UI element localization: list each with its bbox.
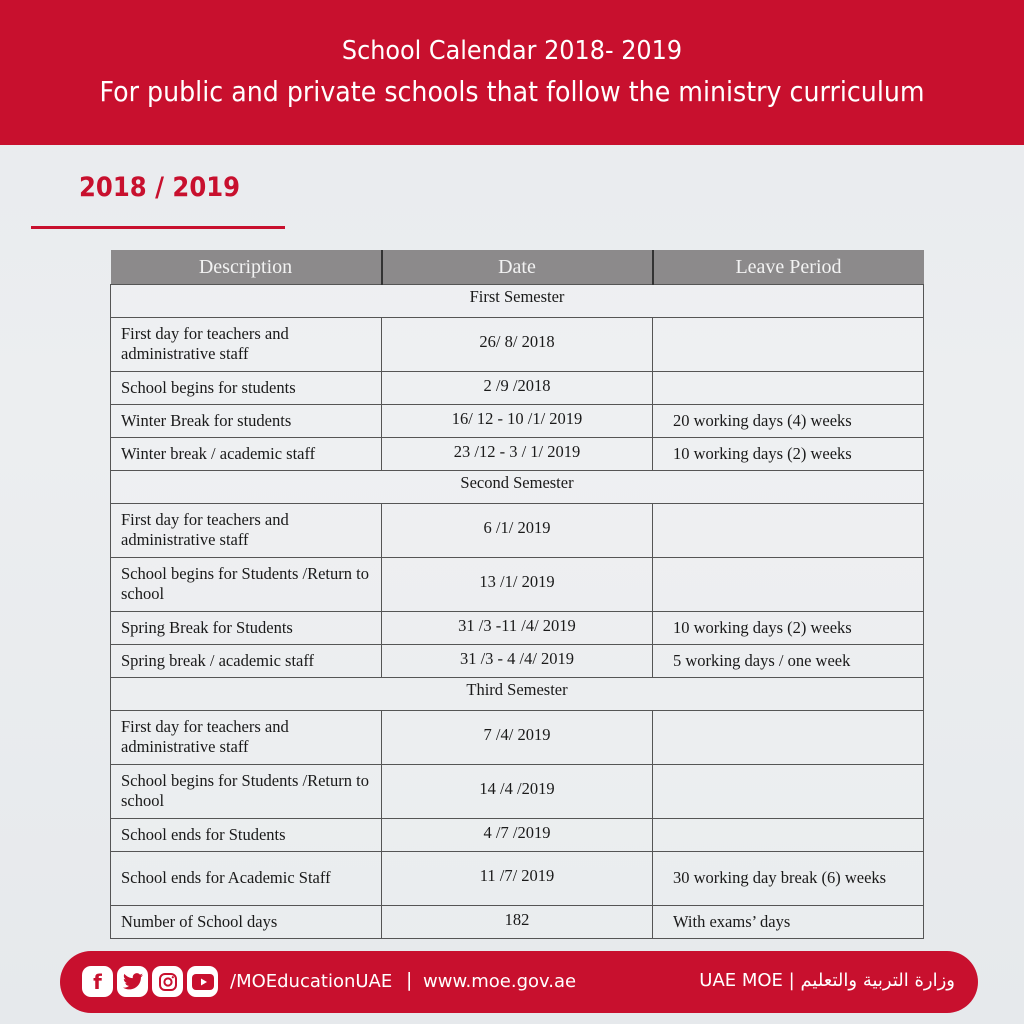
page-subtitle: For public and private schools that follow the ministry curriculum bbox=[99, 76, 925, 108]
date-cell: 6 /1/ 2019 bbox=[382, 503, 653, 557]
description-cell: School begins for Students /Return to school bbox=[111, 557, 382, 611]
youtube-icon[interactable] bbox=[187, 966, 218, 997]
year-heading: 2018 / 2019 bbox=[79, 172, 241, 203]
column-header-description: Description bbox=[111, 250, 382, 284]
leave-cell bbox=[653, 557, 924, 611]
table-row bbox=[111, 503, 924, 557]
date-cell: 16/ 12 - 10 /1/ 2019 bbox=[382, 404, 653, 437]
description-cell: Winter Break for students bbox=[111, 404, 382, 437]
description-cell: Spring break / academic staff bbox=[111, 644, 382, 677]
column-header-leave-period: Leave Period bbox=[653, 250, 924, 284]
section-row bbox=[111, 284, 924, 317]
table-row bbox=[111, 818, 924, 851]
title-banner bbox=[0, 0, 1024, 145]
table-row bbox=[111, 611, 924, 644]
page-title: School Calendar 2018- 2019 bbox=[341, 36, 683, 66]
table-row bbox=[111, 851, 924, 905]
website-link[interactable]: www.moe.gov.ae bbox=[423, 971, 577, 992]
description-cell: Number of School days bbox=[111, 905, 382, 938]
leave-cell: 20 working days (4) weeks bbox=[653, 404, 924, 437]
date-cell: 26/ 8/ 2018 bbox=[382, 317, 653, 371]
section-title: Third Semester bbox=[111, 677, 924, 710]
calendar-table bbox=[110, 250, 923, 939]
facebook-icon[interactable]: f bbox=[82, 966, 113, 997]
section-row bbox=[111, 470, 924, 503]
leave-cell bbox=[653, 371, 924, 404]
table-row bbox=[111, 371, 924, 404]
date-cell: 2 /9 /2018 bbox=[382, 371, 653, 404]
date-cell: 31 /3 - 4 /4/ 2019 bbox=[382, 644, 653, 677]
leave-cell bbox=[653, 764, 924, 818]
table-row bbox=[111, 764, 924, 818]
section-row bbox=[111, 677, 924, 710]
social-handle[interactable]: /MOEducationUAE bbox=[230, 971, 393, 992]
section-title: Second Semester bbox=[111, 470, 924, 503]
leave-cell bbox=[653, 818, 924, 851]
description-cell: School ends for Students bbox=[111, 818, 382, 851]
section-title: First Semester bbox=[111, 284, 924, 317]
leave-cell bbox=[653, 317, 924, 371]
table-row bbox=[111, 710, 924, 764]
table-row bbox=[111, 905, 924, 938]
description-cell: School ends for Academic Staff bbox=[111, 851, 382, 905]
description-cell: Spring Break for Students bbox=[111, 611, 382, 644]
description-cell: School begins for students bbox=[111, 371, 382, 404]
description-cell: First day for teachers and administrative staff bbox=[111, 710, 382, 764]
date-cell: 182 bbox=[382, 905, 653, 938]
instagram-icon[interactable] bbox=[152, 966, 183, 997]
table-row bbox=[111, 644, 924, 677]
column-header-date: Date bbox=[382, 250, 653, 284]
date-cell: 4 /7 /2019 bbox=[382, 818, 653, 851]
date-cell: 13 /1/ 2019 bbox=[382, 557, 653, 611]
twitter-icon[interactable] bbox=[117, 966, 148, 997]
footer-bar bbox=[60, 951, 978, 1013]
leave-cell: With exams’ days bbox=[653, 905, 924, 938]
leave-cell bbox=[653, 503, 924, 557]
date-cell: 23 /12 - 3 / 1/ 2019 bbox=[382, 437, 653, 470]
date-cell: 7 /4/ 2019 bbox=[382, 710, 653, 764]
leave-cell: 30 working day break (6) weeks bbox=[653, 851, 924, 905]
table-row bbox=[111, 404, 924, 437]
date-cell: 14 /4 /2019 bbox=[382, 764, 653, 818]
separator: | bbox=[406, 969, 413, 991]
table-row bbox=[111, 317, 924, 371]
table-row bbox=[111, 437, 924, 470]
leave-cell: 5 working days / one week bbox=[653, 644, 924, 677]
year-underline bbox=[31, 226, 285, 229]
description-cell: First day for teachers and administrative staff bbox=[111, 503, 382, 557]
social-links bbox=[82, 966, 218, 997]
date-cell: 11 /7/ 2019 bbox=[382, 851, 653, 905]
leave-cell: 10 working days (2) weeks bbox=[653, 437, 924, 470]
organization-name: UAE MOE | وزارة التربية والتعليم bbox=[699, 970, 955, 991]
leave-cell: 10 working days (2) weeks bbox=[653, 611, 924, 644]
table-row bbox=[111, 557, 924, 611]
description-cell: Winter break / academic staff bbox=[111, 437, 382, 470]
description-cell: First day for teachers and administrative staff bbox=[111, 317, 382, 371]
date-cell: 31 /3 -11 /4/ 2019 bbox=[382, 611, 653, 644]
leave-cell bbox=[653, 710, 924, 764]
description-cell: School begins for Students /Return to school bbox=[111, 764, 382, 818]
